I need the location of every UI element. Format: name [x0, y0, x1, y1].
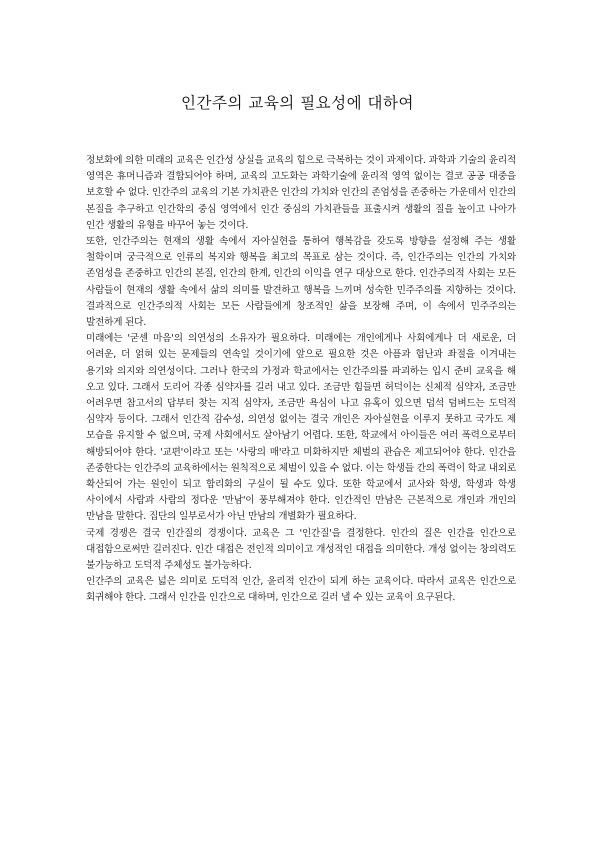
document-title: 인간주의 교육의 필요성에 대하여	[181, 94, 414, 112]
document-body	[86, 153, 516, 607]
body-paragraph-1: 정보화에 의한 미래의 교육은 인간성 상실을 교육의 힘으로 극복하는 것이 과제이다. 과학과 기술의 윤리적 영역은 휴머니즘과 결합되어야 하며, 교육의 고도화는 과학기술에 윤리적 영역 없이는 결코 공공 대중을 보호할 수 없다. 인간주의 교육의 기본 가치관은 인간의 가치와 인간의 존엄성을 존중하는 가운데서 인간의 본질을 추구하고 인간학의 중심 영역에서 인간 중심의 가치관들을 표출시켜 생활의 질을 높이고 나아가 인간 생활의 유형을 바꾸어 놓는 것이다.	[86, 155, 516, 231]
body-paragraph-4: 국제 경쟁은 결국 인간질의 경쟁이다. 교육은 그 '인간질'을 결정한다. 인간의 질은 인간을 인간으로 대접함으로써만 길러진다. 인간 대접은 전인적 의미이고 개성적인 대접을 의미한다. 개성 없이는 창의력도 불가능하고 도덕적 주체성도 불가능하다.	[86, 527, 516, 572]
body-paragraph-2: 또한, 인간주의는 현재의 생활 속에서 자아실현을 통하여 행복감을 갖도록 방향을 설정해 주는 생활 철학이며 궁극적으로 인류의 복지와 행복을 최고의 목표로 삼는 것이다. 즉, 인간주의는 인간의 가치와 존엄성을 존중하고 인간의 본질, 인간의 한계, 인간의 이익을 연구 대상으로 한다. 인간주의적 사회는 모든 사람들이 현재의 생활 속에서 삶의 의미를 발견하고 행복을 느끼며 성숙한 민주주의를 지향하는 것이다. 결과적으로 인간주의적 사회는 모든 사람들에게 창조적인 삶을 보장해 주며, 이 속에서 민주주의는 발전하게 된다.	[86, 236, 516, 329]
body-paragraph-3: 미래에는 '굳센 마음'의 의연성의 소유자가 필요하다. 미래에는 개인에게나 사회에게나 더 새로운, 더 어려운, 더 얽혀 있는 문제들의 연속일 것이기에 앞으로 필요한 것은 아픔과 험난과 좌절을 이겨내는 용기와 의지와 의연성이다. 그러나 한국의 가정과 학교에서는 인간주의를 파괴하는 입시 준비 교육을 해 오고 있다. 그래서 도리어 각종 심약자를 길러 내고 있다. 조금만 힘들면 허덕이는 신체적 심약자, 조금만 어려우면 참고서의 답부터 찾는 지적 심약자, 조금만 욕심이 나고 유혹이 있으면 덥석 덤벼드는 도덕적 심약자 등이다. 그래서 인간적 감수성, 의연성 없이는 결국 개인은 자아실현을 이루지 못하고 국가도 제 모습을 유지할 수 없으며, 국제 사회에서도 살아남기 어렵다. 또한, 학교에서 아이들은 여러 폭력으로부터 해방되어야 한다. '교편'이라고 또는 '사랑의 매'라고 미화하지만 체벌의 관습은 제고되어야 한다. 인간을 존중한다는 인간주의 교육하에서는 원칙적으로 체벌이 있을 수 없다. 이는 학생들 간의 폭력이 학교 내외로 확산되어 가는 원인이 되고 합리화의 구실이 될 수도 있다. 또한 학교에서 교사와 학생, 학생과 학생 사이에서 사람과 사람의 정다운 '만남'이 풍부해져야 한다. 인간적인 만남은 근본적으로 개인과 개인의 만남을 말한다. 집단의 일부로서가 아닌 만남의 개별화가 필요하다.	[86, 333, 516, 523]
body-paragraph-5: 인간주의 교육은 넓은 의미로 도덕적 인간, 윤리적 인간이 되게 하는 교육이다. 따라서 교육은 인간으로 회귀해야 한다. 그래서 인간을 인간으로 대하며, 인간으로 길러 낼 수 있는 교육이 요구된다.	[86, 576, 516, 604]
